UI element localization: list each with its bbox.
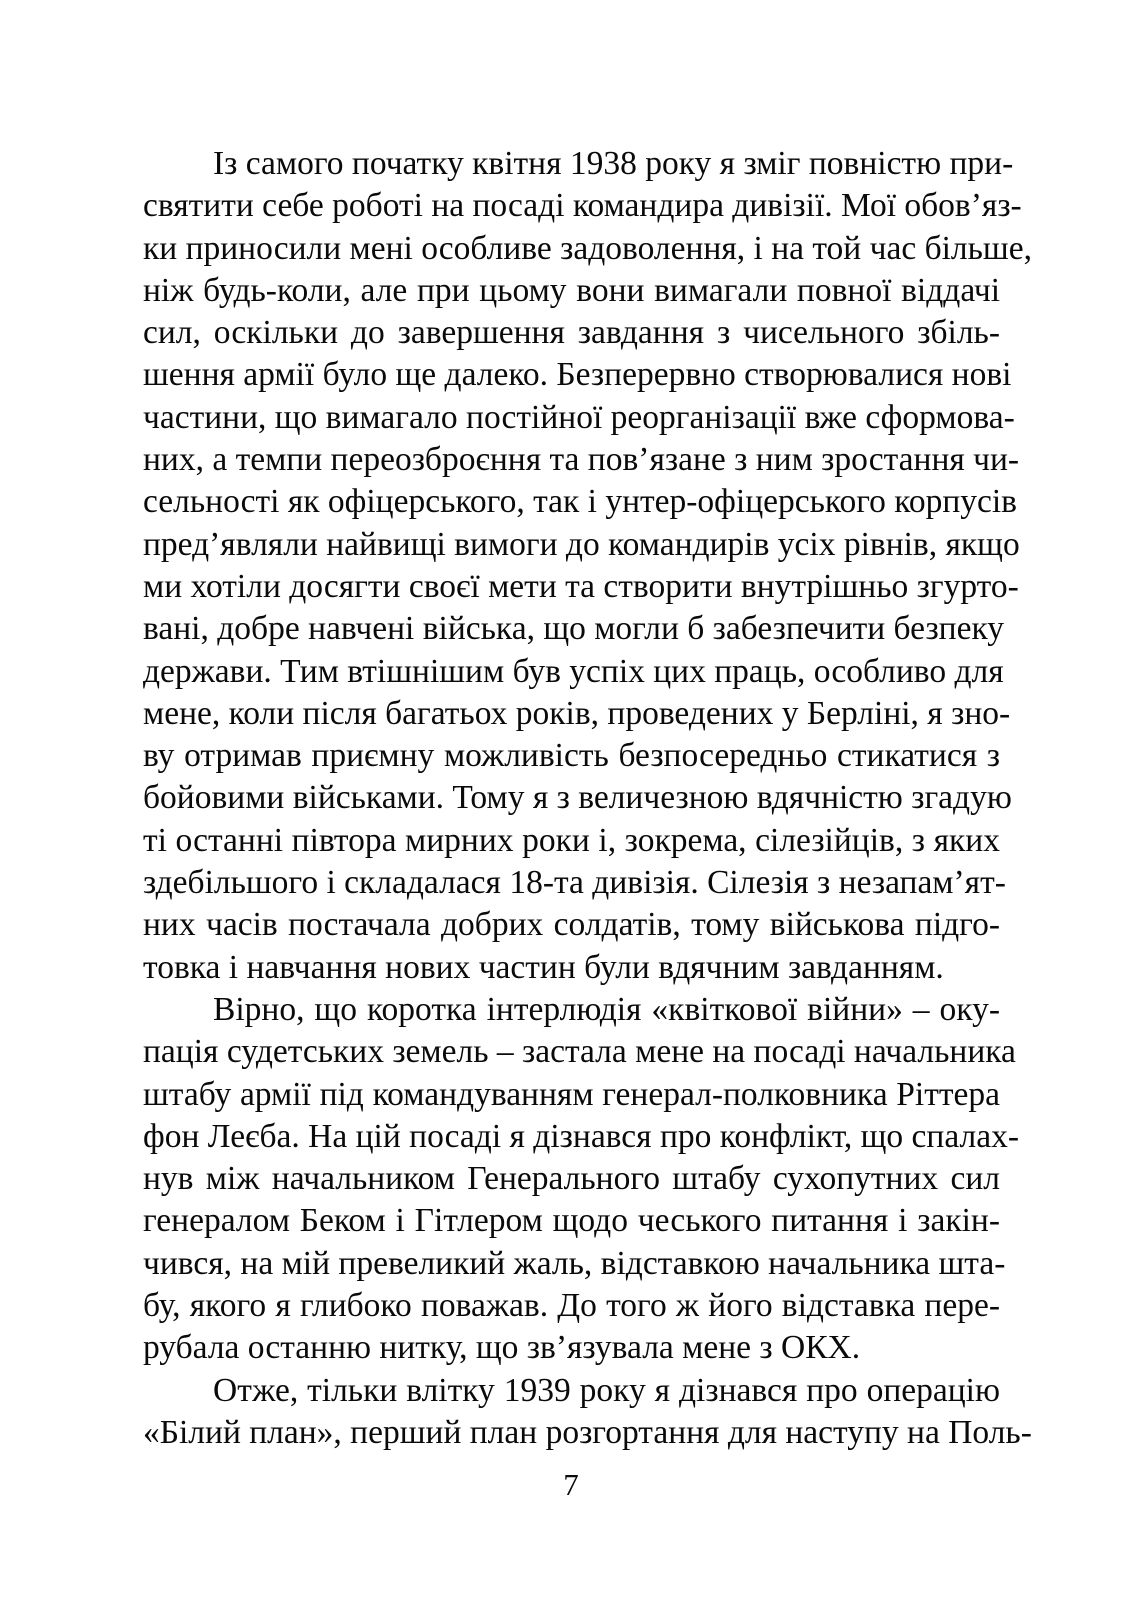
line-text: Вірно, що коротка інтерлюдія «квіткової війни» – оку- [213, 990, 1000, 1028]
line-text: ті останні півтора мирних роки і, зокрема, сілезійців, з яких [143, 821, 1000, 859]
page-number: 7 [563, 1467, 579, 1502]
line-text: здебільшого і складалася 18-та дивізія. Сілезія з незапам’ят- [143, 864, 1006, 902]
text-line [143, 524, 1020, 566]
text-line [143, 608, 1005, 650]
text-line [143, 481, 1017, 523]
text-line [143, 270, 1000, 312]
line-text: них часів постачала добрих солдатів, тому військова підго- [143, 906, 1000, 944]
line-text: ву отримав приємну можливість безпосередньо стикатися з [143, 737, 1000, 775]
text-line [143, 1327, 1000, 1369]
line-text: фон Леєба. На цій посаді я дізнався про конфлікт, що спалах- [143, 1117, 1019, 1155]
line-text: ми хотіли досягти своєї мети та створити внутрішньо згурто- [143, 567, 1019, 605]
line-text: шення армії було ще далеко. Безперервно створювалися нові [143, 356, 1012, 394]
line-text: рубала останню нитку, що зв’язувала мене з ОКХ. [143, 1329, 861, 1367]
text-line [143, 651, 1004, 693]
text-line [143, 1158, 1000, 1200]
line-text: ки приносили мені особливе задоволення, і на той час більше, [143, 229, 1032, 267]
text-line [143, 693, 1011, 735]
paragraph-list [143, 143, 1032, 1454]
text-line [143, 735, 1000, 777]
line-text: товка і навчання нових частин були вдячним завданням. [143, 948, 944, 986]
text-line [143, 1243, 1006, 1285]
paragraph-2 [143, 989, 1019, 1370]
text-line [143, 989, 1000, 1031]
text-line [143, 185, 1022, 227]
line-text: мене, коли після багатьох років, проведених у Берліні, я зно- [143, 694, 1011, 732]
text-line [143, 820, 1000, 862]
line-text: держави. Тим втішнішим був успіх цих праць, особливо для [143, 652, 1004, 690]
page-text-column [143, 143, 1032, 1454]
line-text: Із самого початку квітня 1938 року я зміг повністю при- [213, 145, 1014, 182]
text-line [143, 862, 1006, 904]
line-text: пація судетських земель – застала мене на посаді начальника [143, 1033, 1016, 1071]
text-line [143, 1074, 1000, 1116]
line-text: штабу армії під командуванням генерал-полковника Ріттера [143, 1075, 1000, 1113]
line-text: вані, добре навчені війська, що могли б забезпечити безпеку [143, 610, 1005, 648]
line-text: бу, якого я глибоко поважав. До того ж його відставка пере- [143, 1287, 1000, 1325]
text-line [143, 143, 1014, 185]
line-text: ніж будь-коли, але при цьому вони вимагали повної віддачі [143, 271, 1000, 309]
line-text: «Білий план», перший план розгортання для наступу на Поль- [143, 1413, 1032, 1451]
text-line [143, 1200, 1000, 1242]
text-line [143, 1370, 1000, 1412]
text-line [143, 228, 1032, 270]
line-text: частини, що вимагало постійної реорганізації вже сформова- [143, 398, 1015, 436]
line-text: них, а темпи переозброєння та пов’язане з ним зростання чи- [143, 441, 1020, 479]
line-text: святити себе роботі на посаді командира дивізії. Мої обов’яз- [143, 187, 1022, 225]
text-line [143, 354, 1012, 396]
line-text: чився, на мій превеликий жаль, відставкою начальника шта- [143, 1244, 1006, 1282]
line-text: Отже, тільки влітку 1939 року я дізнався про операцію [213, 1371, 1000, 1409]
paragraph-3 [143, 1370, 1032, 1455]
text-line [143, 947, 1000, 989]
line-text: бойовими військами. Тому я з величезною вдячністю згадую [143, 779, 1012, 817]
text-line [143, 1116, 1019, 1158]
text-line [143, 439, 1020, 481]
text-line [143, 904, 1000, 946]
text-line [143, 777, 1012, 819]
line-text: сельності як офіцерського, так і унтер-офіцерського корпусів [143, 483, 1017, 521]
text-line [143, 1412, 1032, 1454]
text-line [143, 1285, 1000, 1327]
line-text: нув між начальником Генерального штабу сухопутних сил [143, 1160, 1000, 1198]
text-line [143, 1031, 1016, 1073]
text-line [143, 566, 1019, 608]
paragraph-1 [143, 143, 1032, 989]
text-line [143, 312, 1000, 354]
line-text: генералом Беком і Гітлером щодо чеського питання і закін- [143, 1202, 1000, 1240]
text-line [143, 397, 1015, 439]
line-text: пред’являли найвищі вимоги до командирів усіх рівнів, якщо [143, 525, 1020, 563]
line-text: сил, оскільки до завершення завдання з чисельного збіль- [143, 314, 1000, 352]
